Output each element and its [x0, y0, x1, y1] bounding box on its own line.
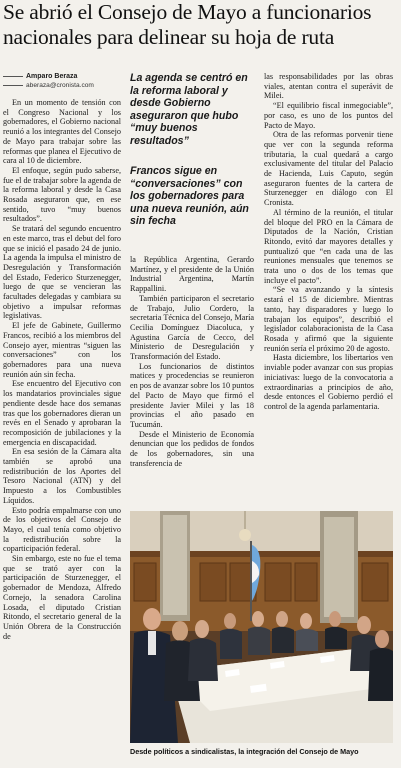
- meeting-photo: [130, 511, 393, 743]
- paragraph: “El equilibrio fiscal inmegociable”, por caso, es uno de los puntos del Pacto de Mayo.: [264, 101, 393, 130]
- paragraph: También participaron el secretario de Trabajo, Julio Cordero, la secretaria Técnica del Consejo, María Cecilia Domínguez Diacoluca, y Agustina García de Cecco, del Ministerio de Desregulación y Transformación del Estado.: [130, 293, 254, 362]
- byline-email[interactable]: [3, 81, 121, 90]
- article-column-2: [130, 255, 254, 505]
- photo-caption: Desde políticos a sindicalistas, la integración del Consejo de Mayo: [130, 747, 359, 756]
- headline: Se abrió el Consejo de Mayo a funcionarios nacionales para delinear su hoja de ruta: [3, 0, 372, 49]
- paragraph: Sin embargo, este no fue el tema que se trató ayer con la participación de Sturzenegger, el gobernador de Mendoza, Alfredo Cornejo, la senadora Carolina Losada, el diputado Cristian Ritondo, el secretario general de la Unión Obrera de la Construcción de: [3, 554, 121, 641]
- paragraph: la República Argentina, Gerardo Martínez, y el presidente de la Unión Industrial Argentina, Martín Rappallini.: [130, 255, 254, 294]
- paragraph: En un momento de tensión con el Congreso Nacional y los gobernadores, el Gobierno nacional reunió a los integrantes del Consejo de Mayo para trabajar sobre las reformas que planea el Ejecutivo de cara al 10 de diciembre.: [3, 98, 121, 166]
- pull-quote-1: La agenda se centró en la reforma laboral y desde Gobierno aseguraron que hubo “muy buenos resultados”: [130, 72, 248, 147]
- byline-rule: [3, 85, 23, 86]
- byline: [3, 72, 121, 90]
- article-column-1: [3, 98, 121, 758]
- author-name: Amparo Beraza: [26, 73, 78, 80]
- article-column-3: [264, 72, 393, 506]
- paragraph: Esto podría empalmarse con uno de los objetivos del Consejo de Mayo, el cual tenía como objetivo la redistribución sobre la coparticipación federal.: [3, 505, 121, 554]
- paragraph: El enfoque, según pudo saberse, fue el de trabajar sobre la agenda de la reforma laboral y desde la Casa Rosada aseguraron que, en ese sentido, tuvo “muy buenos resultados”.: [3, 165, 121, 224]
- paragraph: El jefe de Gabinete, Guillermo Francos, recibió a los miembros del Consejo ayer, mientras “siguen las conversaciones” con los gobernadores para una nueva reunión aún sin fecha.: [3, 321, 121, 379]
- pull-quote-2: Francos sigue en “conversaciones” con los gobernadores para una nueva reunión, aún sin fecha: [130, 165, 249, 228]
- paragraph: Ese encuentro del Ejecutivo con los mandatarios provinciales sigue pendiente desde hace dos semanas tras que los gobernadores dieran un revés en el Senado y aprobaran la recomposición de jubilaciones y la emergencia en discapacidad.: [3, 379, 121, 447]
- paragraph: las responsabilidades por las obras viales, atentan contra el superávit de Milei.: [264, 72, 393, 101]
- paragraph: Se tratará del segundo encuentro en este marco, tras el debut del foro que se inició el pasado 24 de junio. La agenda la impulsa el ministro de Desregulación y Transformación del Estado, Federico Sturzenegger, luego de que se vencieran las facultades delegadas y cambiara su objetivo a impulsar reformas legislativas.: [3, 224, 121, 321]
- byline-rule: [3, 76, 23, 77]
- byline-author: [3, 72, 121, 81]
- paragraph: Otra de las reformas porvenir tiene que ver con la segunda reforma tributaria, la cual quedará a cargo exclusivamente del titular del Palacio de Hacienda, Luis Caputo, según aseguraron fuentes de la cartera de Sturzenegger en diálogo con El Cronista.: [264, 130, 393, 208]
- paragraph: Los funcionarios de distintos matices y procedencias se reunieron en pos de avanzar sobre los 10 puntos del Pacto de Mayo que firmó el presidente Javier Milei y las 18 provincias el año pasado en Tucumán.: [130, 361, 254, 429]
- paragraph: Hasta diciembre, los libertarios ven inviable poder avanzar con sus propias iniciativas: luego de la convocatoria a extraordinarias a principios de año, desde entonces el Gobierno perdió el control de la agenda parlamentaria.: [264, 353, 393, 411]
- author-email[interactable]: aberaza@cronista.com: [26, 82, 94, 89]
- paragraph: Desde el Ministerio de Economía denuncian que los pedidos de fondos de los gobernadores, sin una transferencia de: [130, 429, 254, 468]
- meeting-photo-illustration: [130, 511, 393, 743]
- paragraph: “Se va avanzando y la síntesis estará el 15 de diciembre. Mientras tanto, hay disparadores y luego lo trabajan los equipos”, describió el legislador colaboracionista de la Casa Rosada y afirmó que la siguiente reunión sería el próximo 20 de agosto.: [264, 285, 393, 353]
- paragraph: En esa sesión de la Cámara alta también se aprobó una redistribución de los Aportes del Tesoro Nacional (ATN) y del Impuesto a los Combustibles Líquidos.: [3, 447, 121, 505]
- paragraph: Al término de la reunión, el titular del bloque del PRO en la Cámara de Diputados de la Nación, Cristian Ritondo, evitó dar mayores detalles y puntualizó que “en cada una de las reuniones mensuales que tenemos se trata uno o dos de los temas que incluye el pacto”.: [264, 207, 393, 285]
